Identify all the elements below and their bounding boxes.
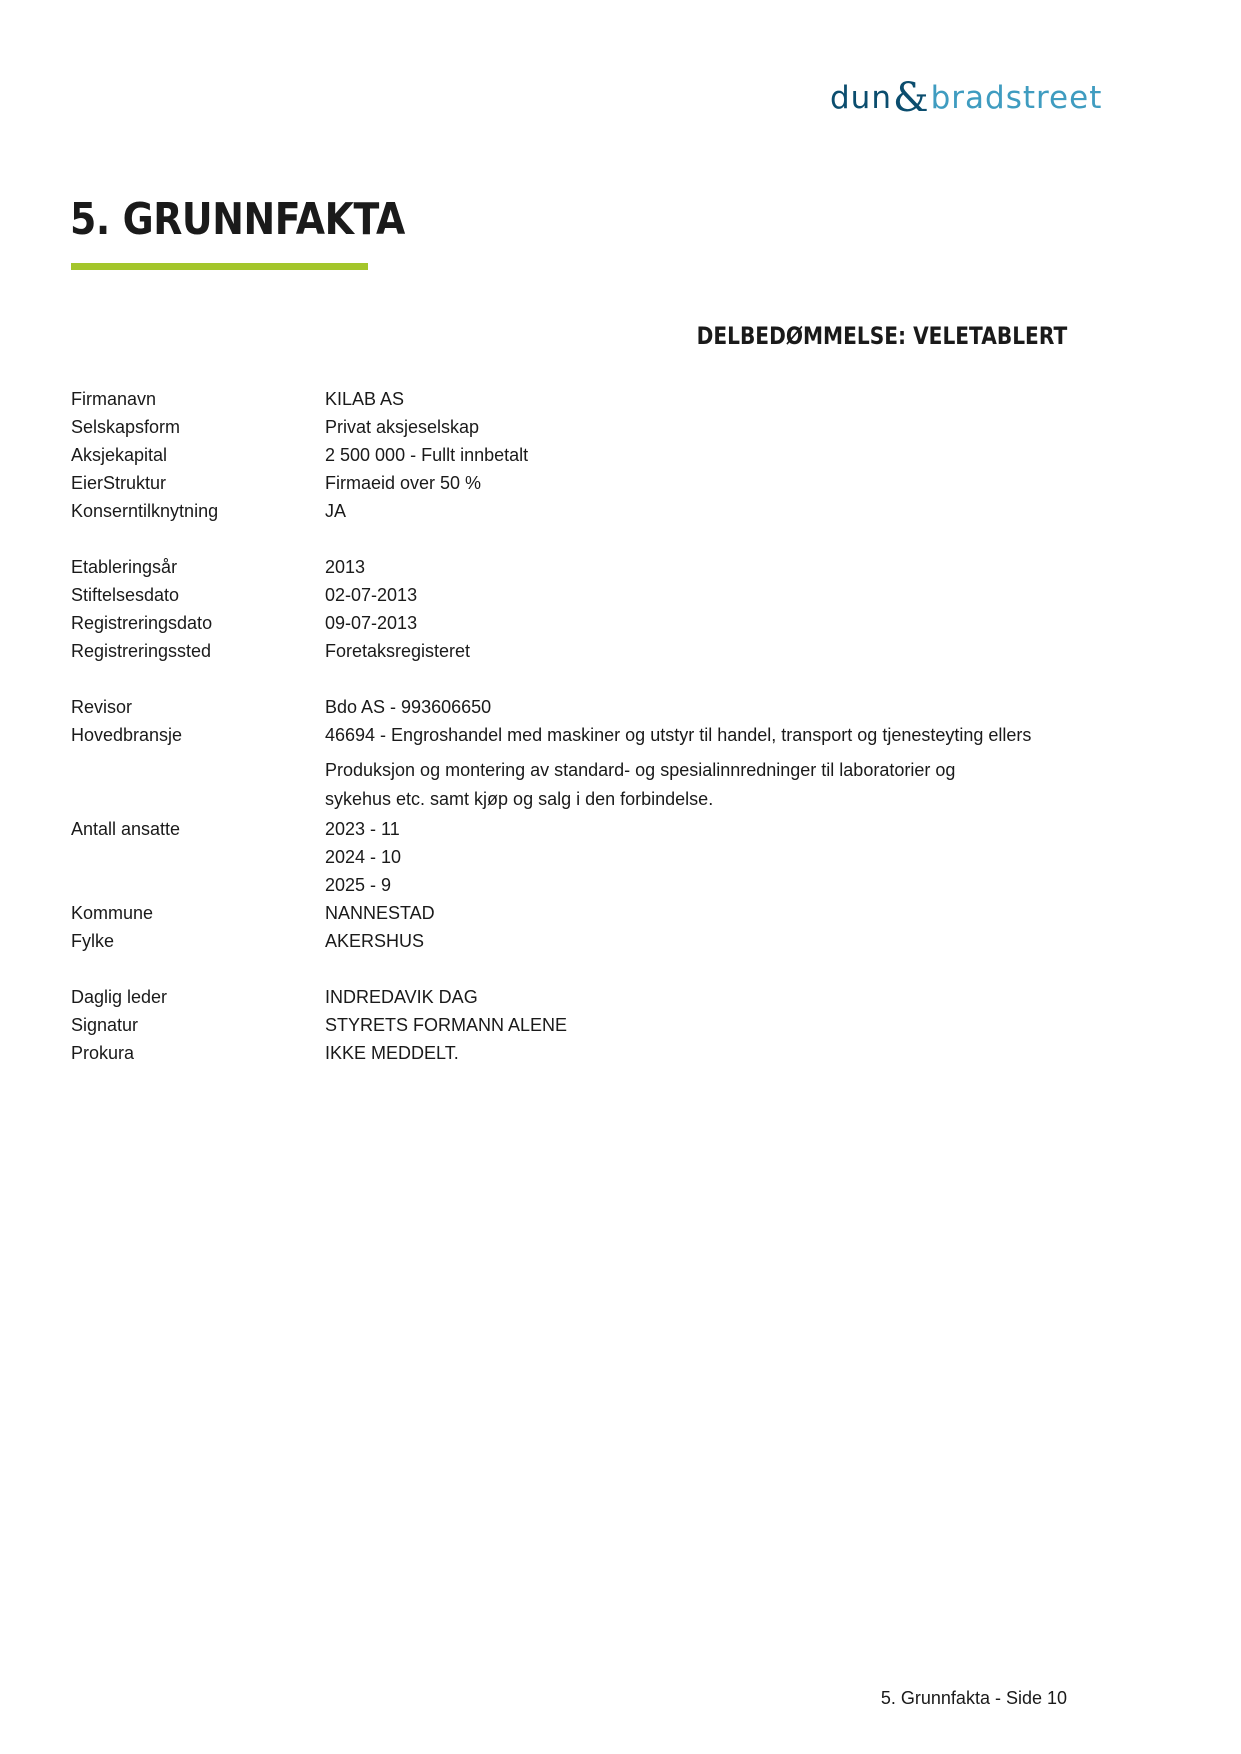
fact-row-stiftelsesdato [71, 581, 1081, 609]
fact-label: Registreringsdato [71, 613, 213, 633]
dun-bradstreet-logo [830, 75, 1103, 121]
fact-label: Revisor [71, 697, 133, 717]
fact-value: Firmaeid over 50 % [325, 473, 482, 493]
page-title: 5. GRUNNFAKTA [70, 194, 405, 245]
fact-row-selskapsform [71, 413, 1081, 441]
fact-label: Fylke [71, 931, 115, 951]
section-gap [71, 665, 1081, 693]
industry-description-line: Produksjon og montering av standard- og spesialinnredninger til laboratorier og [325, 760, 956, 780]
logo-text-dun: dun [830, 80, 892, 116]
fact-row-antall-ansatte [71, 815, 1081, 899]
fact-value: 46694 - Engroshandel med maskiner og utstyr til handel, transport og tjenesteyting ellers [325, 725, 1032, 745]
employee-count-item: 2025 - 9 [325, 875, 392, 895]
fact-value: 2013 [325, 557, 366, 577]
fact-value: 2 500 000 - Fullt innbetalt [325, 445, 529, 465]
fact-label: Selskapsform [71, 417, 181, 437]
fact-value: STYRETS FORMANN ALENE [325, 1015, 568, 1035]
fact-row-fylke [71, 927, 1081, 955]
fact-value: Privat aksjeselskap [325, 417, 480, 437]
rating-heading: DELBEDØMMELSE: VELETABLERT [696, 322, 1067, 350]
fact-value: IKKE MEDDELT. [325, 1043, 459, 1063]
logo-text-bradstreet: bradstreet [930, 80, 1103, 116]
fact-row-signatur [71, 1011, 1081, 1039]
employee-count-item: 2024 - 10 [325, 847, 402, 867]
fact-label: Registreringssted [71, 641, 212, 661]
fact-value: 09-07-2013 [325, 613, 418, 633]
page-footer: 5. Grunnfakta - Side 10 [880, 1688, 1067, 1708]
fact-label: Kommune [71, 903, 154, 923]
section-gap [71, 525, 1081, 553]
fact-value: Foretaksregisteret [325, 641, 471, 661]
fact-row-revisor [71, 693, 1081, 721]
fact-row-daglig-leder [71, 983, 1081, 1011]
fact-label: Etableringsår [71, 557, 178, 577]
fact-label: Hovedbransje [71, 725, 183, 745]
industry-description-line: sykehus etc. samt kjøp og salg i den forbindelse. [325, 789, 714, 809]
facts-table [71, 385, 1081, 1067]
industry-description [325, 756, 1081, 814]
fact-value: JA [325, 501, 347, 521]
fact-row-registreringssted [71, 637, 1081, 665]
fact-value: KILAB AS [325, 389, 405, 409]
fact-label: Firmanavn [71, 389, 157, 409]
fact-label: Signatur [71, 1015, 139, 1035]
fact-row-eierstruktur [71, 469, 1081, 497]
fact-label: Daglig leder [71, 987, 168, 1007]
fact-label: Stiftelsesdato [71, 585, 180, 605]
fact-label: Konserntilknytning [71, 501, 219, 521]
fact-value: AKERSHUS [325, 931, 425, 951]
fact-row-kommune [71, 899, 1081, 927]
fact-value: NANNESTAD [325, 903, 435, 923]
fact-row-hovedbransje [71, 721, 1081, 749]
fact-row-aksjekapital [71, 441, 1081, 469]
section-gap [71, 955, 1081, 983]
fact-value: 02-07-2013 [325, 585, 418, 605]
employee-count-item: 2023 - 11 [325, 819, 400, 839]
fact-row-registreringsdato [71, 609, 1081, 637]
fact-row-etableringsar [71, 553, 1081, 581]
fact-value: Bdo AS - 993606650 [325, 697, 492, 717]
fact-label: Prokura [71, 1043, 135, 1063]
fact-row-firmanavn [71, 385, 1081, 413]
fact-label: EierStruktur [71, 473, 167, 493]
logo-ampersand: & [892, 75, 930, 121]
fact-value: INDREDAVIK DAG [325, 987, 478, 1007]
fact-row-prokura [71, 1039, 1081, 1067]
title-underline [71, 263, 368, 270]
fact-label: Antall ansatte [71, 819, 181, 839]
fact-value-list [325, 815, 1081, 899]
fact-row-konserntilknytning [71, 497, 1081, 525]
fact-label: Aksjekapital [71, 445, 168, 465]
